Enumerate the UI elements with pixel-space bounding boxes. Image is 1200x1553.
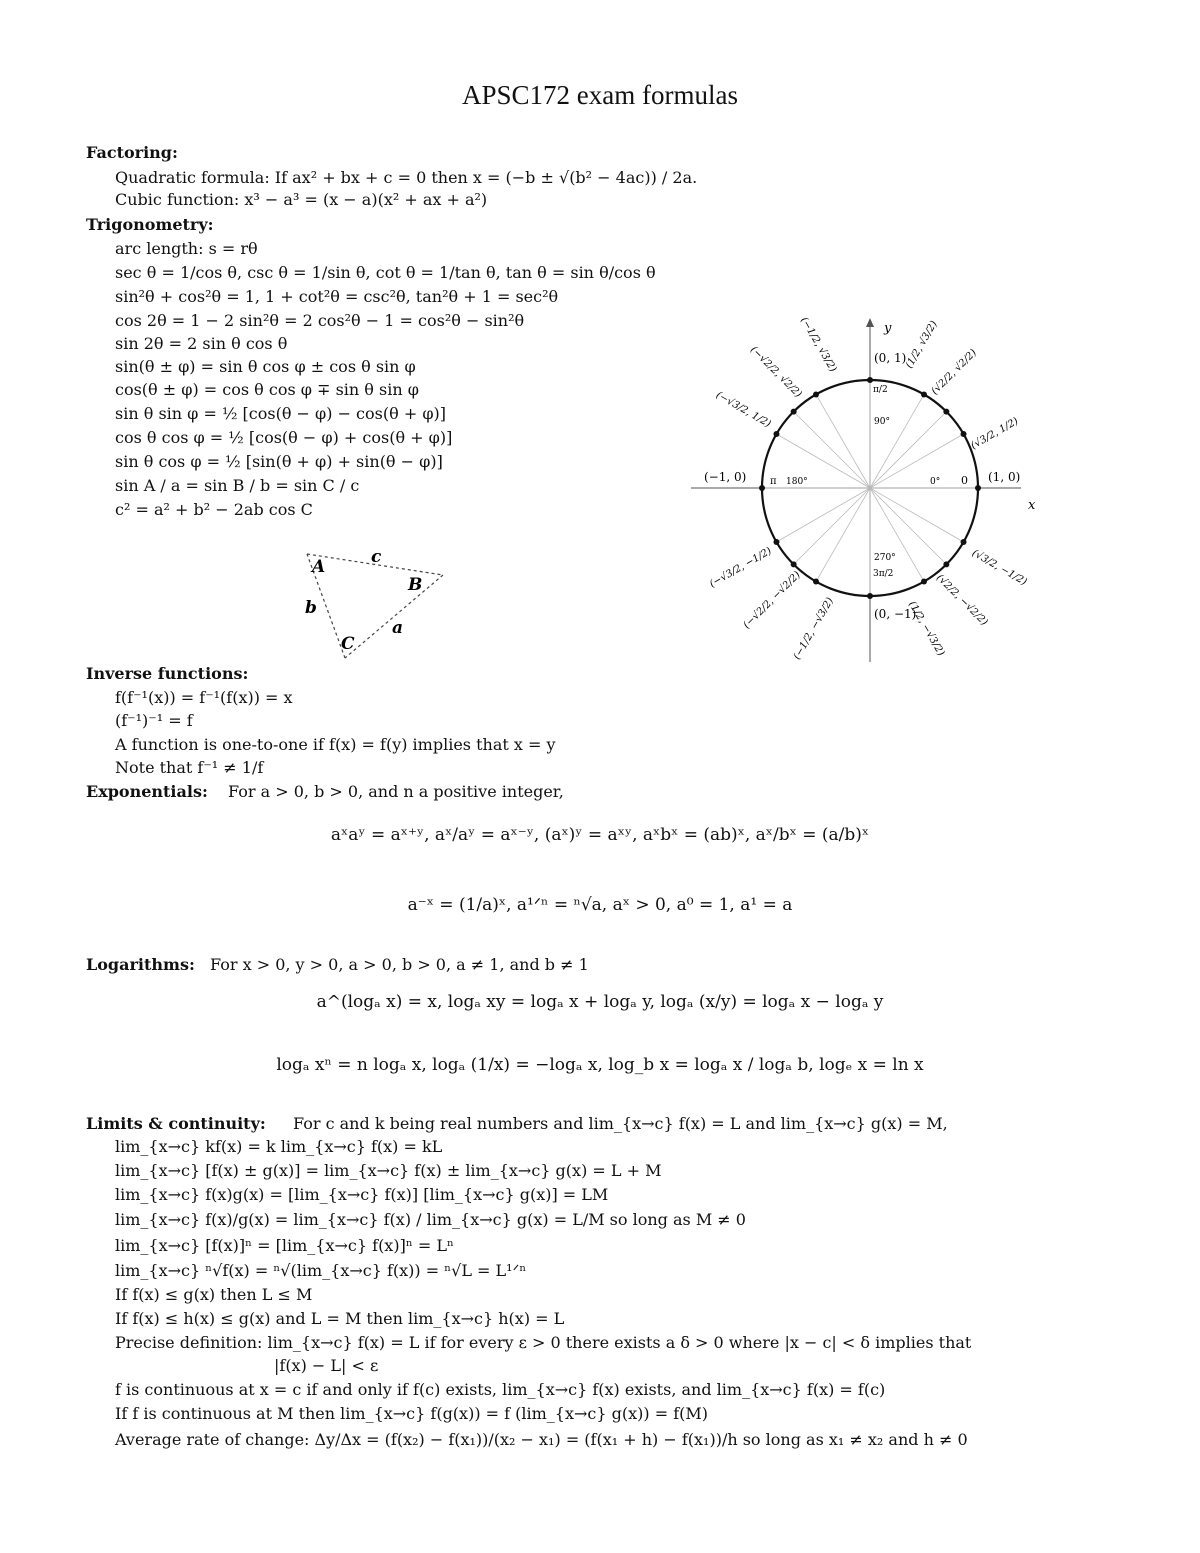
- continuity-definition: f is continuous at x = c if and only if f(c) exists, lim_{x→c} f(x) exists, and lim_{x→c} f(x) = f(c): [115, 1380, 886, 1399]
- trig-line: sec θ = 1/cos θ, csc θ = 1/sin θ, cot θ = 1/tan θ, tan θ = sin θ/cos θ: [115, 263, 656, 282]
- angle-ray: [794, 488, 870, 564]
- vertex-b-label: B: [408, 575, 423, 595]
- law-of-sines: sin A / a = sin B / b = sin C / c: [115, 476, 360, 495]
- trig-line: cos(θ ± φ) = cos θ cos φ ∓ sin θ sin φ: [115, 380, 419, 399]
- side-c-label: c: [371, 547, 382, 567]
- rad-three-pi-half-label: 3π/2: [873, 569, 894, 579]
- angle-ray: [870, 394, 924, 488]
- limit-law: lim_{x→c} ⁿ√f(x) = ⁿ√(lim_{x→c} f(x)) = ⁿ√L = L¹ᐟⁿ: [115, 1261, 527, 1280]
- q1-point-label: (√2/2, √2/2): [929, 347, 980, 398]
- inverse-line: A function is one-to-one if f(x) = f(y) implies that x = y: [115, 735, 556, 754]
- limit-law: lim_{x→c} [f(x)]ⁿ = [lim_{x→c} f(x)]ⁿ = Lⁿ: [115, 1236, 454, 1255]
- unit-circle-point: [921, 579, 927, 585]
- limit-law: lim_{x→c} [f(x) ± g(x)] = lim_{x→c} f(x) ± lim_{x→c} g(x) = L + M: [115, 1161, 662, 1180]
- bottom-point-label: (0, −1): [874, 607, 917, 621]
- unit-circle-point: [975, 485, 981, 491]
- rad-pi-half-label: π/2: [873, 385, 888, 395]
- side-a-label: a: [392, 618, 404, 638]
- logarithms-row-1: a^(logₐ x) = x, logₐ xy = logₐ x + logₐ y, logₐ (x/y) = logₐ x − logₐ y: [316, 992, 884, 1012]
- law-of-cosines: c² = a² + b² − 2ab cos C: [115, 500, 313, 519]
- right-point-label: (1, 0): [988, 470, 1021, 484]
- unit-circle-point: [773, 539, 779, 545]
- average-rate-of-change: Average rate of change: Δy/Δx = (f(x₂) − f(x₁))/(x₂ − x₁) = (f(x₁ + h) − f(x₁))/h so long as x₁ ≠ x₂ and h ≠ 0: [115, 1430, 968, 1449]
- q3-point-label: (−1/2, −√3/2): [791, 595, 836, 662]
- trig-line: cos θ cos φ = ½ [cos(θ − φ) + cos(θ + φ)]: [115, 428, 453, 447]
- precise-definition-continued: |f(x) − L| < ε: [274, 1356, 379, 1375]
- exponentials-heading: Exponentials:: [86, 782, 208, 801]
- deg-270-label: 270°: [874, 553, 896, 563]
- deg-0-label: 0°: [930, 477, 941, 487]
- unit-circle-point: [943, 561, 949, 567]
- inverse-heading: Inverse functions:: [86, 664, 249, 683]
- limit-law: lim_{x→c} f(x)g(x) = [lim_{x→c} f(x)] [lim_{x→c} g(x)] = LM: [115, 1185, 609, 1204]
- angle-ray: [816, 488, 870, 582]
- unit-circle-point: [791, 409, 797, 415]
- continuity-composition: If f is continuous at M then lim_{x→c} f(g(x)) = f (lim_{x→c} g(x)) = f(M): [115, 1404, 708, 1423]
- inverse-line: (f⁻¹)⁻¹ = f: [115, 711, 193, 730]
- exponentials-row-2: a⁻ˣ = (1/a)ˣ, a¹ᐟⁿ = ⁿ√a, aˣ > 0, a⁰ = 1, a¹ = a: [407, 895, 793, 915]
- limit-law: If f(x) ≤ g(x) then L ≤ M: [115, 1285, 313, 1304]
- unit-circle-point: [867, 377, 873, 383]
- q2-point-label: (−√2/2, √2/2): [748, 344, 804, 400]
- angle-ray: [816, 394, 870, 488]
- vertex-c-label: C: [341, 634, 355, 654]
- angle-ray: [776, 488, 870, 542]
- y-axis-label: y: [884, 321, 892, 336]
- q1-point-label: (1/2, √3/2): [903, 319, 940, 371]
- cubic-function: Cubic function: x³ − a³ = (x − a)(x² + ax + a²): [115, 190, 488, 209]
- rad-pi-label: π: [770, 476, 777, 487]
- precise-definition: Precise definition: lim_{x→c} f(x) = L if for every ε > 0 there exists a δ > 0 where |x − c| < δ implies that: [115, 1333, 972, 1352]
- vertex-a-label: A: [312, 557, 326, 577]
- unit-circle-point: [791, 561, 797, 567]
- trig-line: sin θ cos φ = ½ [sin(θ + φ) + sin(θ − φ)]: [115, 452, 443, 471]
- unit-circle-point: [943, 409, 949, 415]
- trig-line: sin(θ ± φ) = sin θ cos φ ± cos θ sin φ: [115, 357, 416, 376]
- unit-circle-diagram: [688, 312, 1043, 664]
- angle-ray: [870, 434, 964, 488]
- inverse-line: Note that f⁻¹ ≠ 1/f: [115, 758, 264, 777]
- q4-point-label: (√3/2, −1/2): [970, 547, 1029, 588]
- q3-point-label: (−√3/2, −1/2): [707, 545, 774, 590]
- trig-line: cos 2θ = 1 − 2 sin²θ = 2 cos²θ − 1 = cos²θ − sin²θ: [115, 311, 525, 330]
- limit-law: lim_{x→c} kf(x) = k lim_{x→c} f(x) = kL: [115, 1137, 443, 1156]
- quadratic-formula: Quadratic formula: If ax² + bx + c = 0 then x = (−b ± √(b² − 4ac)) / 2a.: [115, 168, 698, 187]
- trig-line: sin θ sin φ = ½ [cos(θ − φ) − cos(θ + φ)]: [115, 404, 446, 423]
- logarithms-intro: For x > 0, y > 0, a > 0, b > 0, a ≠ 1, and b ≠ 1: [210, 955, 589, 974]
- trig-line: sin 2θ = 2 sin θ cos θ: [115, 334, 288, 353]
- q1-point-label: (√3/2, 1/2): [969, 415, 1021, 452]
- inverse-line: f(f⁻¹(x)) = f⁻¹(f(x)) = x: [115, 688, 293, 707]
- limits-intro: For c and k being real numbers and lim_{x→c} f(x) = L and lim_{x→c} g(x) = M,: [293, 1114, 948, 1133]
- unit-circle-point: [867, 593, 873, 599]
- unit-circle-point: [921, 391, 927, 397]
- left-point-label: (−1, 0): [704, 470, 747, 484]
- angle-ray: [870, 488, 924, 582]
- exponentials-row-1: aˣaʸ = aˣ⁺ʸ, aˣ/aʸ = aˣ⁻ʸ, (aˣ)ʸ = aˣʸ, aˣbˣ = (ab)ˣ, aˣ/bˣ = (a/b)ˣ: [330, 825, 870, 845]
- rad-zero-label: 0: [961, 474, 968, 487]
- exponentials-intro: For a > 0, b > 0, and n a positive integer,: [228, 782, 564, 801]
- q3-point-label: (−√2/2, −√2/2): [741, 569, 803, 631]
- unit-circle-point: [961, 539, 967, 545]
- trig-line: sin²θ + cos²θ = 1, 1 + cot²θ = csc²θ, tan²θ + 1 = sec²θ: [115, 287, 559, 306]
- unit-circle-point: [813, 579, 819, 585]
- unit-circle-point: [773, 431, 779, 437]
- logarithms-heading: Logarithms:: [86, 955, 195, 974]
- logarithms-row-2: logₐ xⁿ = n logₐ x, logₐ (1/x) = −logₐ x, log_b x = logₐ x / logₐ b, logₑ x = ln x: [276, 1055, 924, 1075]
- angle-ray: [870, 488, 964, 542]
- side-b-label: b: [305, 598, 317, 618]
- limit-law: If f(x) ≤ h(x) ≤ g(x) and L = M then lim_{x→c} h(x) = L: [115, 1309, 565, 1328]
- q2-point-label: (−1/2, √3/2): [798, 315, 839, 374]
- trig-line: arc length: s = rθ: [115, 239, 258, 258]
- q2-point-label: (−√3/2, 1/2): [714, 389, 773, 430]
- unit-circle-point: [961, 431, 967, 437]
- unit-circle-point: [813, 391, 819, 397]
- unit-circle-point: [759, 485, 765, 491]
- page-title: APSC172 exam formulas: [462, 80, 738, 110]
- x-axis-label: x: [1028, 498, 1036, 513]
- limits-heading: Limits & continuity:: [86, 1114, 266, 1133]
- trigonometry-heading: Trigonometry:: [86, 215, 214, 234]
- triangle-diagram: [295, 540, 465, 665]
- limit-law: lim_{x→c} f(x)/g(x) = lim_{x→c} f(x) / lim_{x→c} g(x) = L/M so long as M ≠ 0: [115, 1210, 746, 1229]
- factoring-heading: Factoring:: [86, 143, 178, 162]
- deg-180-label: 180°: [786, 477, 808, 487]
- q4-point-label: (√2/2, −√2/2): [934, 572, 990, 628]
- q4-point-label: (1/2, −√3/2): [906, 599, 947, 658]
- deg-90-label: 90°: [874, 417, 890, 427]
- top-point-label: (0, 1): [874, 351, 907, 365]
